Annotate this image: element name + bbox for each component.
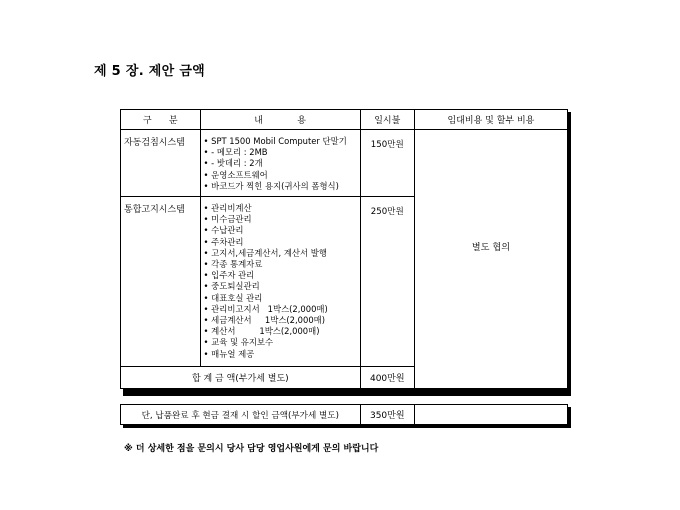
lease-cost-note: 별도 협의 [414, 130, 567, 389]
discount-row [121, 405, 568, 425]
proposal-price-table [120, 109, 568, 389]
table-header-row [121, 110, 568, 130]
list-item: • 운영소프트웨어 [203, 169, 268, 180]
list-item: • - 메모리 : 2MB [203, 147, 268, 158]
discount-price: 350만원 [360, 405, 414, 425]
list-item: • 수납관리 [203, 225, 244, 236]
list-item: • 입주자 관리 [203, 270, 255, 281]
system-items [200, 130, 360, 197]
header-lump-sum: 일시불 [360, 110, 414, 130]
list-item: • 고지서,세금계산서, 계산서 발행 [203, 247, 327, 258]
list-item: • 미수금관리 [203, 214, 252, 225]
list-item: • 중도퇴실관리 [203, 281, 260, 292]
header-content: 내 용 [200, 110, 360, 130]
discount-table [120, 404, 568, 425]
discount-label: 단, 납품완료 후 현금 결재 시 할인 금액(부가세 별도) [121, 405, 361, 425]
list-item: • 관리비고지서 1박스(2,000매) [203, 303, 328, 314]
list-item: • 관리비계산 [203, 203, 252, 214]
discount-extra [414, 405, 567, 425]
system-name: 통합고지시스템 [121, 197, 201, 367]
list-item: • 계산서 1박스(2,000매) [203, 326, 320, 337]
item-list [201, 197, 360, 364]
system-price: 150만원 [360, 130, 414, 197]
list-item: • 주차관리 [203, 236, 244, 247]
list-item: • 대표호실 관리 [203, 292, 263, 303]
page-heading: 제 5 장. 제안 금액 [94, 64, 206, 79]
system-name: 자동검침시스템 [121, 130, 201, 197]
item-list [201, 130, 360, 196]
table-row-meter-system [121, 130, 568, 197]
list-item: • 매뉴얼 제공 [203, 348, 255, 359]
list-item: • 바코드가 찍힌 용지(귀사의 폼형식) [203, 180, 339, 191]
list-item: • - 밧데리 : 2개 [203, 158, 263, 169]
system-items [200, 197, 360, 367]
total-price: 400만원 [360, 367, 414, 389]
list-item: • 세금계산서 1박스(2,000매) [203, 315, 326, 326]
footnote: ※ 더 상세한 점을 문의시 당사 담당 영업사원에게 문의 바랍니다 [124, 444, 379, 454]
total-label: 합 계 금 액(부가세 별도) [121, 367, 361, 389]
list-item: • 교육 및 유지보수 [203, 337, 274, 348]
header-category: 구 분 [121, 110, 201, 130]
header-lease-installment: 임대비용 및 할부 비용 [414, 110, 567, 130]
list-item: • SPT 1500 Mobil Computer 단말기 [203, 136, 347, 146]
list-item: • 각종 통계자료 [203, 259, 263, 270]
system-price: 250만원 [360, 197, 414, 367]
